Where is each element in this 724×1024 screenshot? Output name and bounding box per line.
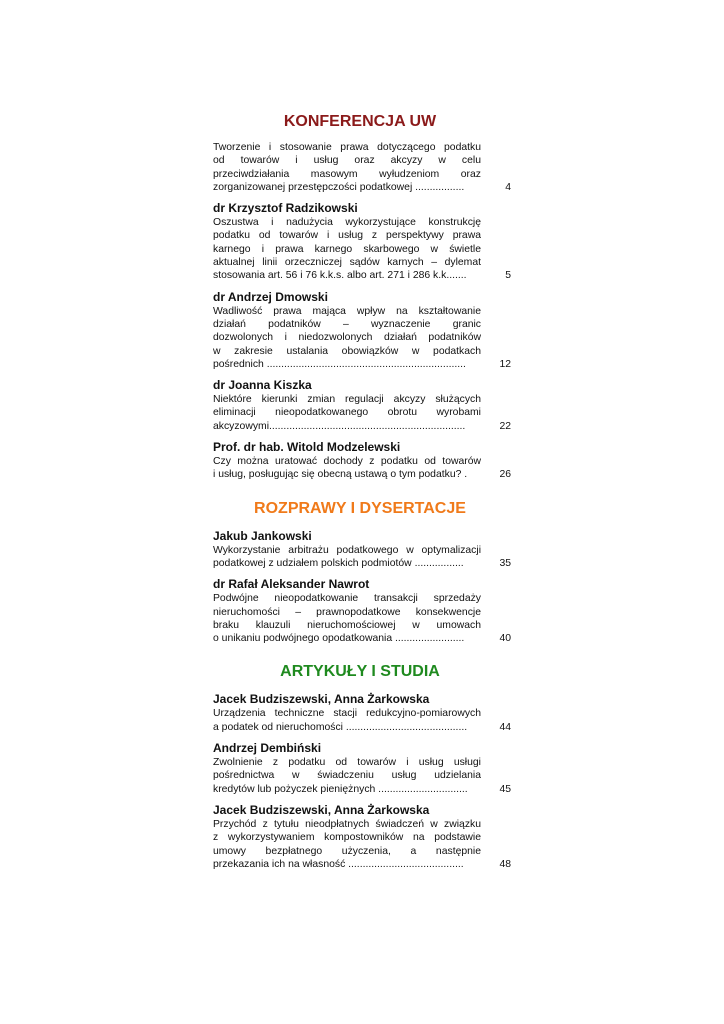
page-number: 26 [499, 469, 511, 481]
entry-author: Andrzej Dembiński [213, 741, 322, 756]
entry-title [213, 756, 481, 796]
entry-title [213, 216, 481, 282]
entry-title-line: przeciwdziałania masowym wyłudzeniom oraz [213, 168, 481, 180]
entry-title-line: karnego i prawa karnego skarbowego w świetle [213, 243, 481, 255]
entry-title-line: podatku od towarów i usług z perspektywy prawa [213, 230, 481, 242]
entry-author: Jacek Budziszewski, Anna Żarkowska [213, 802, 430, 817]
page-number: 12 [499, 358, 511, 370]
entry-title-line: z wykorzystywaniem kompostowników na podstawie [213, 832, 481, 844]
entry-title [213, 544, 481, 571]
entry-title-line: Tworzenie i stosowanie prawa dotyczącego podatku [213, 142, 481, 153]
page-number: 5 [505, 270, 511, 282]
entry-author: dr Andrzej Dmowski [213, 289, 328, 304]
toc-entry[interactable] [213, 740, 513, 796]
entry-title-line: aktualnej linii orzeczniczej sądów karnych – dylemat [213, 257, 481, 269]
entry-title-line: Podwójne nieopodatkowanie transakcji sprzedaży [213, 593, 481, 605]
entry-title-line: przekazania ich na własność ........................................ [213, 858, 464, 870]
entry-title [213, 141, 481, 194]
entry-title-line: od towarów i usług oraz akcyzy w celu [213, 155, 481, 167]
entry-title-line: zorganizowanej przestępczości podatkowej ................. [213, 181, 465, 193]
entry-title-line: i usług, posługując się obecną ustawą o tym podatku? . [213, 469, 468, 481]
entry-title [213, 393, 481, 433]
entry-title-line: dozwolonych i niedozwolonych działań podatników [213, 332, 481, 344]
entry-title-line: a podatek od nieruchomości .......................................... [213, 721, 468, 733]
section-rozprawy [213, 498, 513, 646]
page-number: 40 [499, 633, 511, 645]
page-number: 44 [499, 721, 511, 733]
entry-title-line: Przychód z tytułu nieodpłatnych świadczeń w związku [213, 818, 481, 830]
entry-title-line: działań podatników – wyznaczenie granic [213, 318, 481, 330]
entry-title-line: nieruchomości – prawnopodatkowe konsekwencje [213, 606, 481, 618]
entry-title-line: Wadliwość prawa mająca wpływ na kształtowanie [213, 305, 481, 317]
entry-title-line: Niektóre kierunki zmian regulacji akcyzy służących [213, 394, 481, 406]
entry-title [213, 707, 481, 734]
entry-title-line: eliminacji nieopodatkowanego obrotu wyrobami [213, 407, 481, 419]
entry-title-line: umowy bezpłatnego użyczenia, a następnie [213, 845, 481, 857]
entry-title-line: pośrednich ..................................................................... [213, 358, 466, 370]
entry-title [213, 592, 481, 645]
entry-title [213, 455, 481, 482]
section-artykuly [213, 661, 513, 871]
entry-author: Prof. dr hab. Witold Modzelewski [213, 440, 401, 455]
entry-author: Jacek Budziszewski, Anna Żarkowska [213, 692, 430, 707]
table-of-contents [213, 111, 513, 887]
entry-title-line: Czy można uratować dochody z podatku od towarów [213, 456, 481, 468]
entry-author: dr Krzysztof Radzikowski [213, 201, 358, 216]
entry-title-line: w zakresie ustalania obowiązków w podatkach [213, 345, 481, 357]
entry-author: dr Rafał Aleksander Nawrot [213, 577, 370, 592]
entry-title-line: stosowania art. 56 i 76 k.k.s. albo art. 271 i 286 k.k....... [213, 270, 467, 282]
entry-title-line: Urządzenia techniczne stacji redukcyjno-pomiarowych [213, 708, 481, 720]
page-number: 4 [505, 181, 511, 193]
toc-entry[interactable] [213, 439, 513, 482]
entry-author: Jakub Jankowski [213, 528, 312, 543]
entry-title-line: akcyzowymi.................................................................... [213, 420, 466, 432]
toc-entry[interactable] [213, 802, 513, 871]
entry-title-line: o unikaniu podwójnego opodatkowania ........................ [213, 633, 465, 645]
entry-title [213, 305, 481, 371]
entry-title-line: braku klauzuli nieruchomościowej w umowach [213, 619, 481, 631]
page-number: 45 [499, 783, 511, 795]
entry-title-line: kredytów lub pożyczek pieniężnych ............................... [213, 783, 468, 795]
entry-title-line: podatkowej z udziałem polskich podmiotów ................. [213, 557, 464, 569]
toc-entry[interactable] [213, 576, 513, 645]
entry-title-line: Zwolnienie z podatku od towarów i usług usługi [213, 757, 481, 769]
toc-entry[interactable] [213, 528, 513, 571]
page-number: 35 [499, 557, 511, 569]
section-title: ARTYKUŁY I STUDIA [280, 663, 440, 681]
entry-title-line: pośrednictwa w świadczeniu usług udzielania [213, 770, 481, 782]
entry-title [213, 818, 481, 871]
page-number: 22 [499, 420, 511, 432]
toc-entry[interactable] [213, 141, 513, 194]
section-konferencja [213, 111, 513, 482]
page-number: 48 [499, 858, 511, 870]
entry-title-line: Wykorzystanie arbitrażu podatkowego w optymalizacji [213, 544, 481, 556]
toc-entry[interactable] [213, 200, 513, 282]
entry-title-line: Oszustwa i nadużycia wykorzystujące konstrukcję [213, 217, 481, 229]
entry-author: dr Joanna Kiszka [213, 378, 312, 393]
toc-entry[interactable] [213, 691, 513, 734]
toc-entry[interactable] [213, 289, 513, 371]
section-title: ROZPRAWY I DYSERTACJE [254, 499, 466, 517]
section-title: KONFERENCJA UW [283, 113, 437, 130]
toc-entry[interactable] [213, 377, 513, 433]
